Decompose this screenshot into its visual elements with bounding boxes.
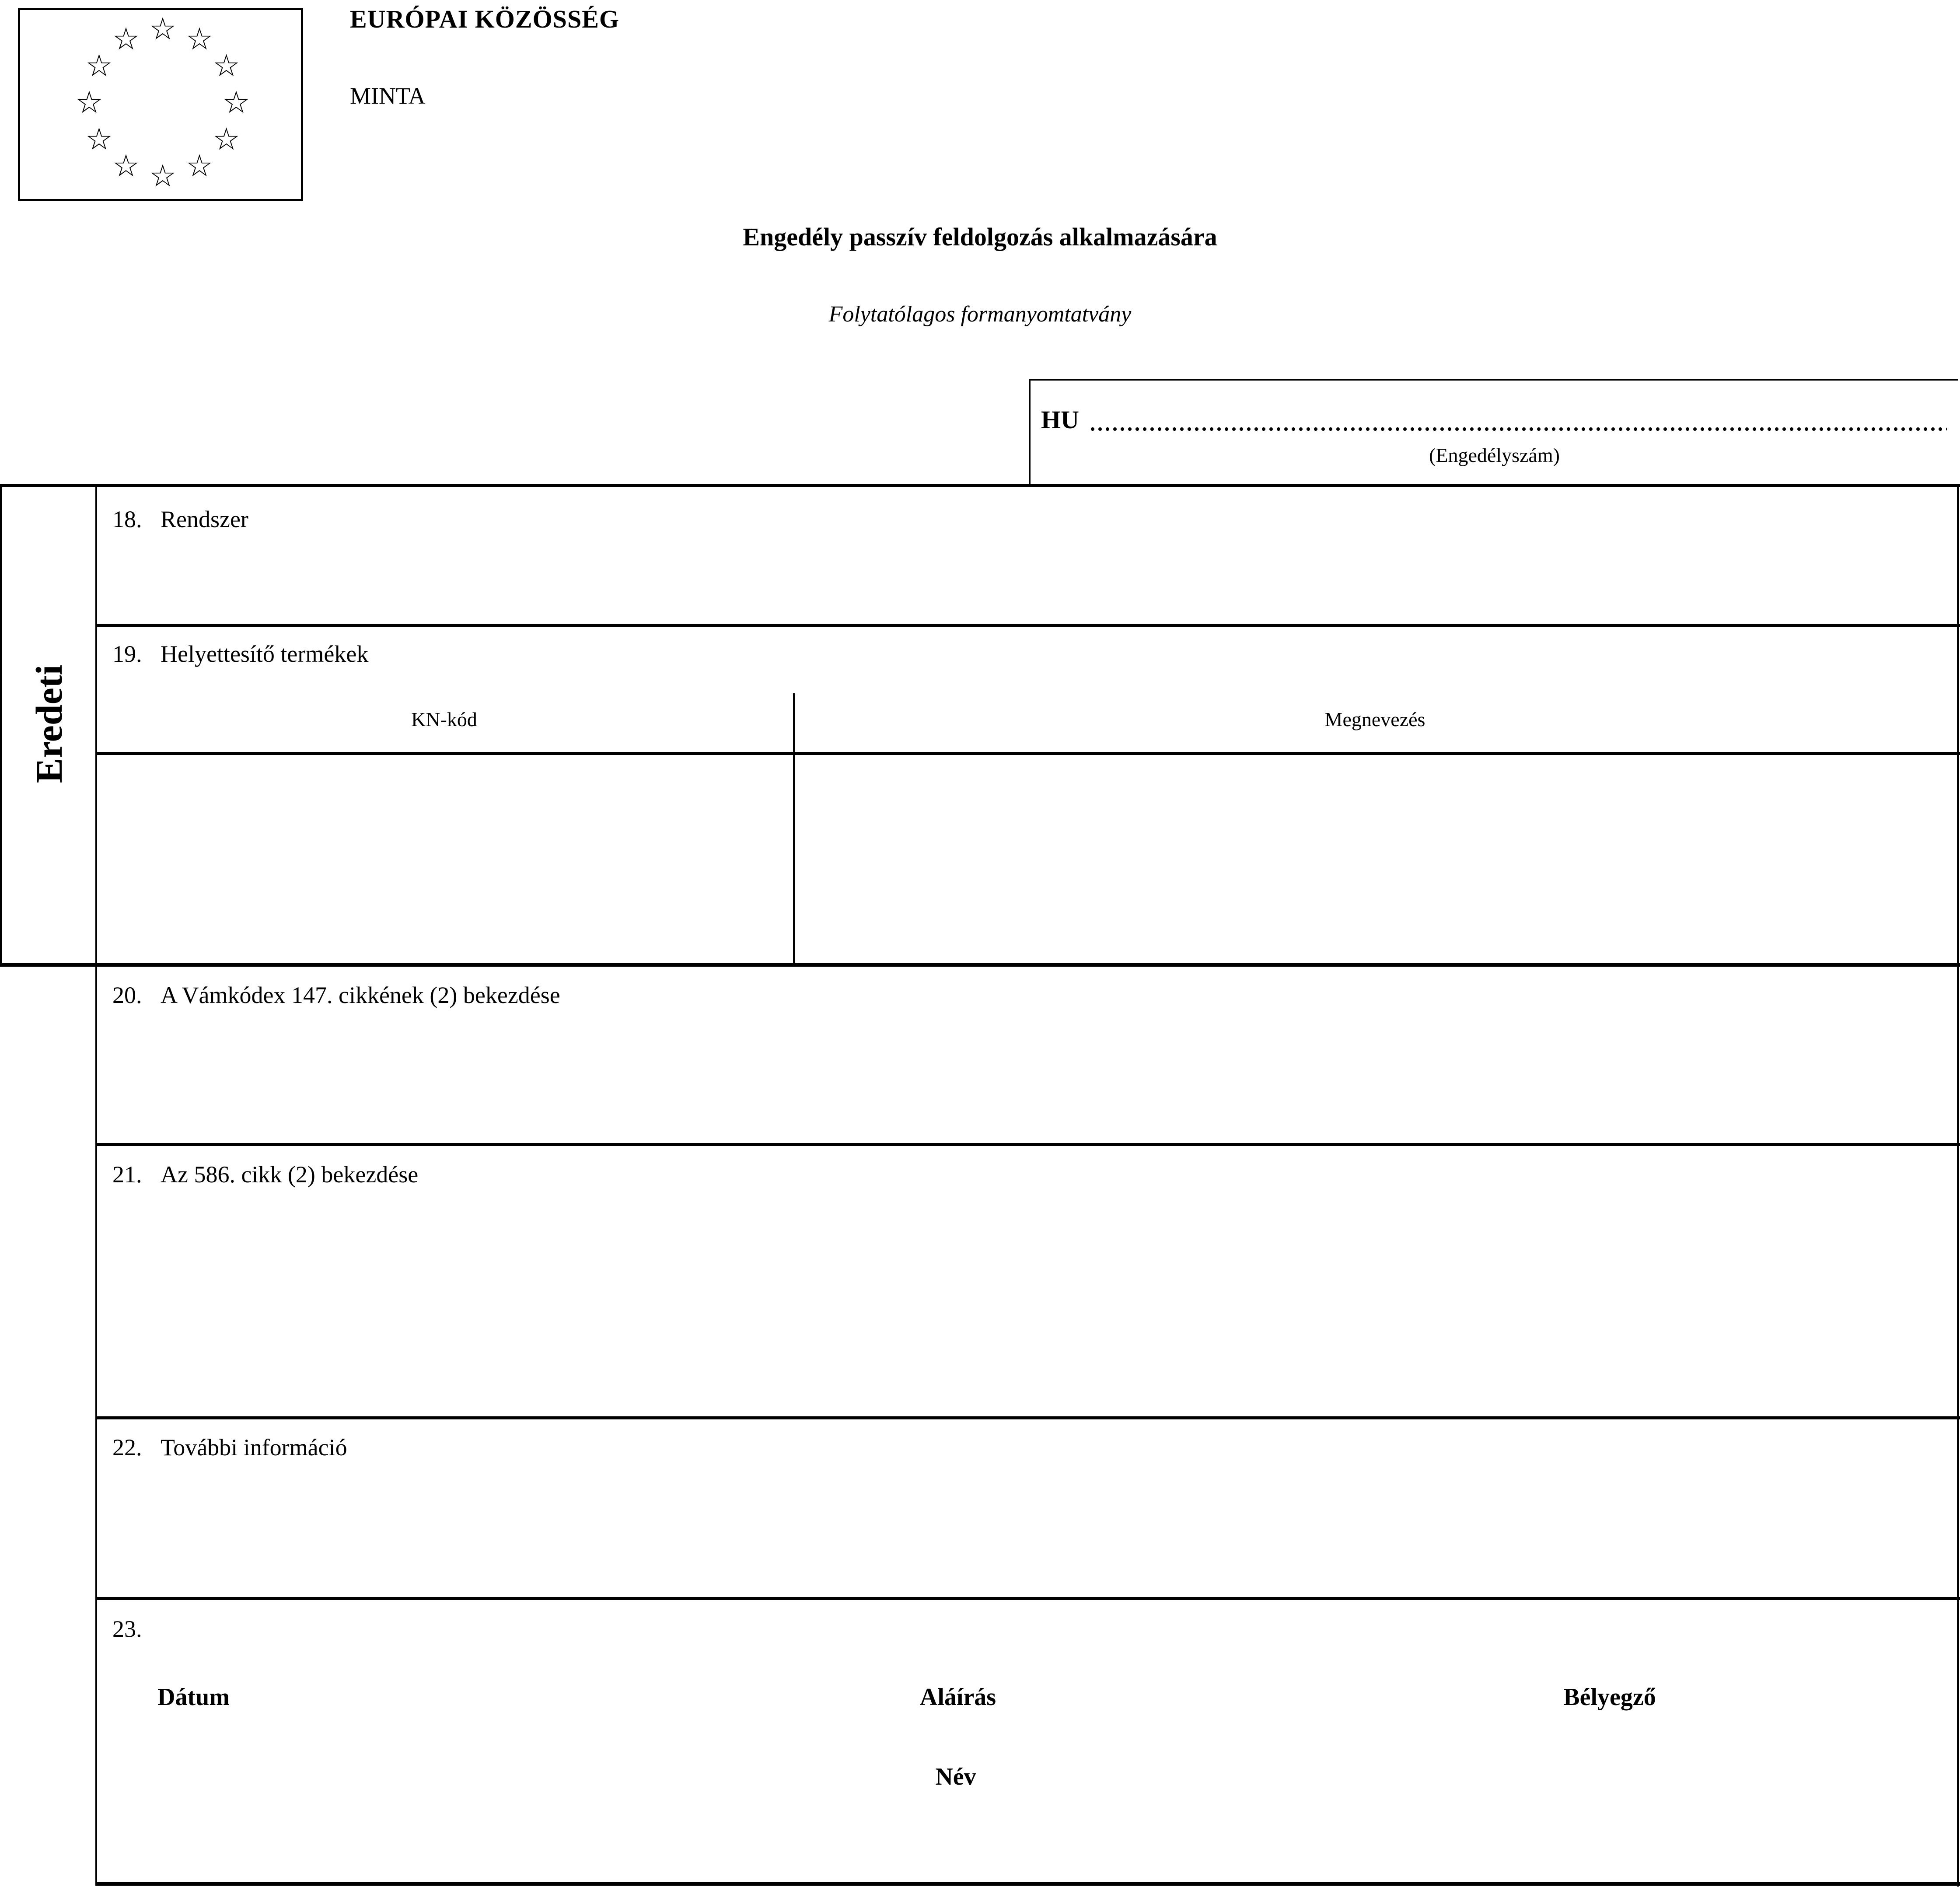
eu-star-icon: ☆ (75, 84, 103, 120)
eu-star-icon: ☆ (185, 148, 213, 184)
box20-label (112, 982, 560, 1009)
divider-box19-box20 (0, 963, 1960, 967)
form-subtitle: Folytatólagos formanyomtatvány (828, 302, 1132, 327)
column-header-description: Megnevezés (1324, 708, 1425, 730)
eu-star-icon: ☆ (112, 21, 140, 57)
box20-number: 20. (112, 982, 142, 1008)
eu-flag (18, 8, 303, 201)
box23-number: 23. (112, 1616, 142, 1642)
permit-number-field (1089, 425, 1947, 433)
community-name: EURÓPAI KÖZÖSSÉG (350, 5, 619, 33)
eu-star-icon: ☆ (112, 148, 140, 184)
eu-star-icon: ☆ (85, 48, 113, 84)
table-right-border (1957, 484, 1959, 1887)
box19-label (112, 640, 368, 667)
signature-label: Aláírás (919, 1684, 996, 1711)
table-bottom-border (95, 1882, 1960, 1886)
box18-label (112, 506, 248, 533)
column-header-cn-code: KN-kód (411, 708, 477, 730)
country-code: HU (1041, 405, 1079, 434)
permit-number-caption: (Engedélyszám) (1429, 444, 1560, 466)
box22-number: 22. (112, 1434, 142, 1461)
stamp-label: Bélyegző (1563, 1684, 1656, 1711)
eu-star-icon: ☆ (149, 158, 177, 194)
date-label: Dátum (157, 1684, 230, 1711)
box18-text: Rendszer (161, 506, 248, 532)
box19-text: Helyettesítő termékek (161, 641, 369, 667)
divider-box18-box19 (95, 624, 1960, 627)
specimen-label: MINTA (350, 83, 426, 109)
box21-text: Az 586. cikk (2) bekezdése (161, 1161, 419, 1188)
permit-number-box (1029, 379, 1958, 486)
box21-label (112, 1161, 418, 1188)
divider-box20-box21 (95, 1143, 1960, 1146)
boxes-left-border (95, 484, 97, 1886)
divider-box22-box23 (95, 1597, 1960, 1600)
table-left-border (0, 484, 2, 967)
box20-text: A Vámkódex 147. cikkének (2) bekezdése (161, 982, 560, 1008)
box23-label (112, 1615, 161, 1642)
subtable-column-divider (793, 693, 795, 966)
eu-star-icon: ☆ (85, 121, 113, 157)
subtable-header-underline (95, 752, 1960, 755)
table-top-border (0, 484, 1960, 487)
divider-box21-box22 (95, 1416, 1960, 1419)
box19-number: 19. (112, 641, 142, 667)
name-label: Név (935, 1763, 976, 1790)
eu-star-icon: ☆ (222, 84, 250, 120)
eu-star-icon: ☆ (213, 121, 240, 157)
box21-number: 21. (112, 1161, 142, 1188)
eu-star-icon: ☆ (149, 11, 177, 47)
box22-label (112, 1434, 347, 1461)
form-title: Engedély passzív feldolgozás alkalmazására (743, 223, 1217, 251)
box18-number: 18. (112, 506, 142, 532)
box22-text: További információ (161, 1434, 347, 1461)
eu-star-icon: ☆ (185, 21, 213, 57)
copy-type-label: Eredeti (28, 664, 70, 783)
eu-star-icon: ☆ (213, 48, 240, 84)
